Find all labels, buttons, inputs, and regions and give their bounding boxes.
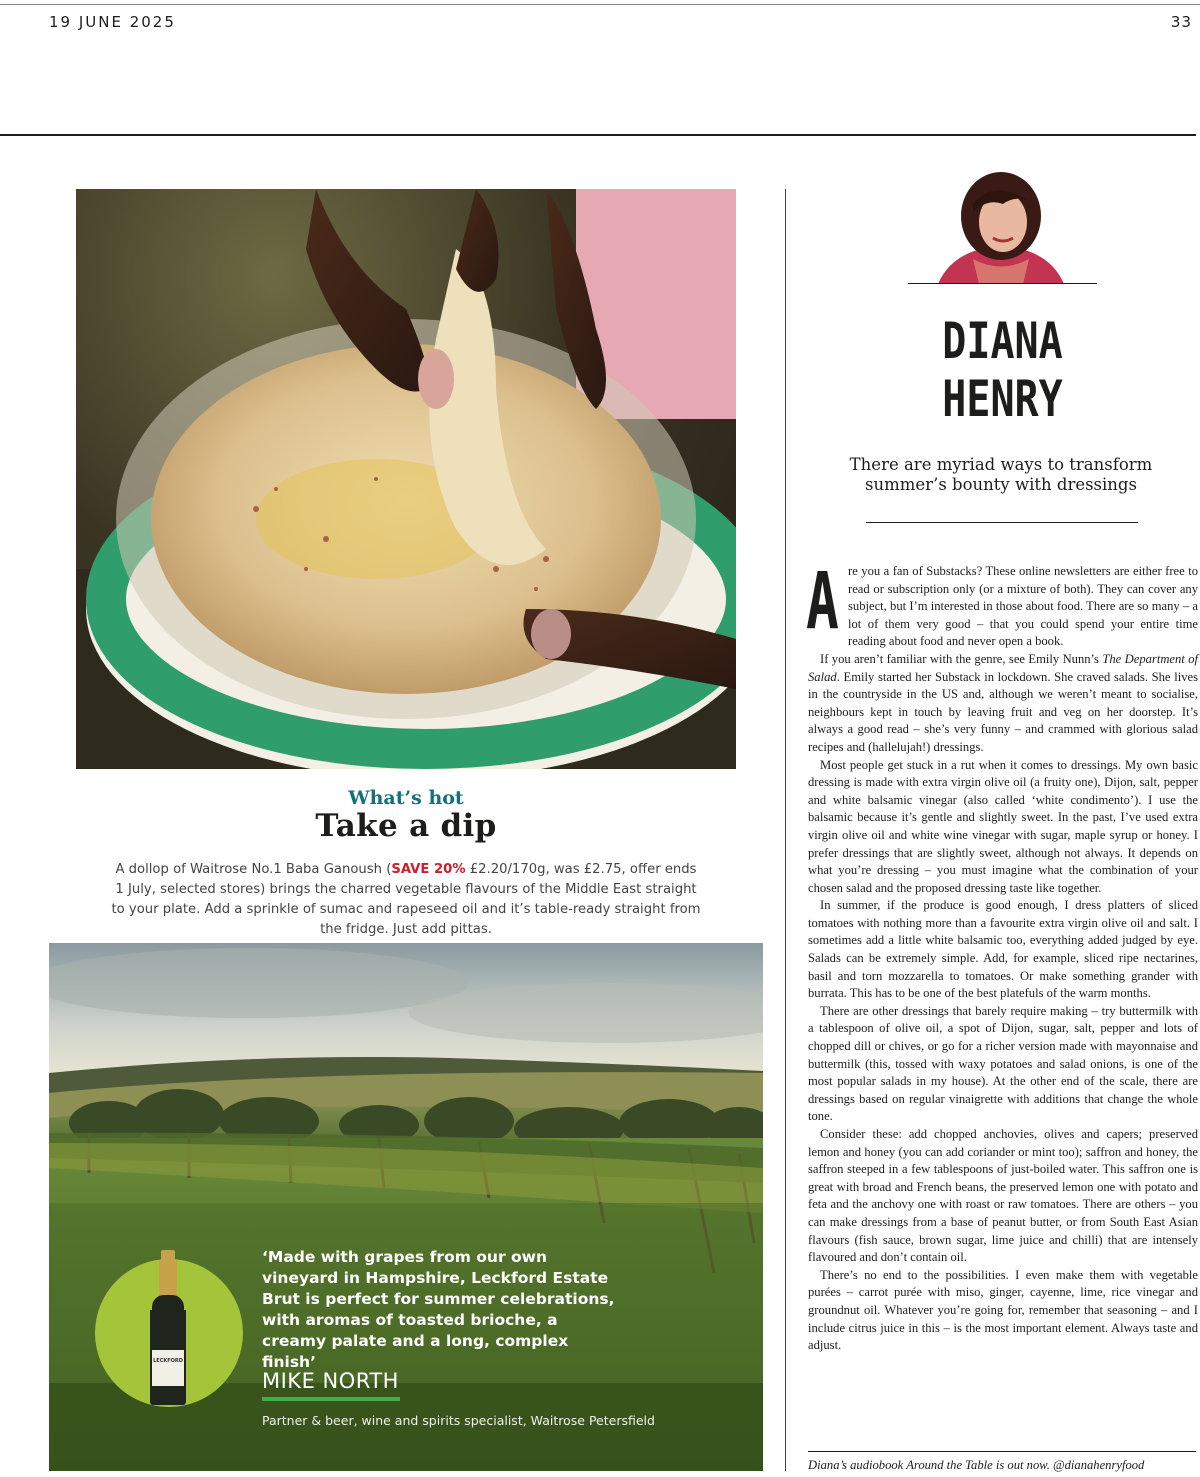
feature-headline: Take a dip — [315, 808, 497, 844]
paragraph-4: In summer, if the produce is good enough, I dress platters of sliced tomatoes with nothing more than a favourite extra virgin olive oil and salt. I sometimes add a little white balsamic too, everything added judged by eye. Salads can be extremely simple. Add, for example, sliced ripe nectarines, basil and torn mozzarella to tomatoes. Or make something grander with burrata. This has to be one of the best platefuls of the warm months. — [808, 898, 1198, 1001]
column-divider — [785, 189, 786, 1471]
standfirst: There are myriad ways to transform summer’s bounty with dressings — [849, 455, 1153, 494]
page-number: 33 — [1170, 13, 1192, 31]
paragraph-7: There’s no end to the possibilities. I even make them with vegetable purées – carrot purée with miso, ginger, cayenne, lime, rice vinegar and groundnut oil. Whatever you’re going for, remember that seasoning – and I include citrus juice in this – is the most important element. Always taste and adjust. — [808, 1267, 1198, 1353]
author-portrait — [923, 164, 1079, 284]
columnist-first-name: DIANA — [942, 312, 1063, 370]
columnist-last-name: HENRY — [942, 370, 1063, 428]
portrait-rule — [908, 283, 1097, 284]
blurb-text-end: £2.20/170g, was £2.75, offer ends 1 July, selected stores) brings the charred vegetable flavours of the Middle East straight to your plate. Add a sprinkle of sumac and rapeseed oil and it’s table-ready straight from the fridge. Just add pittas. — [111, 862, 701, 937]
issue-date: 19 JUNE 2025 — [49, 13, 176, 31]
save-offer: SAVE 20% — [391, 862, 466, 877]
newsletter-title: The Department of Salad — [808, 651, 1198, 684]
paragraph-1 — [806, 557, 1198, 651]
paragraph-3: Most people get stuck in a rut when it comes to dressings. My own basic dressing is made with extra virgin olive oil (a fruity one), Dijon, salt, pepper and white balsamic vinegar (also called ‘white condimento’). I use the balsamic because it’s gentle and slightly sweet. In the past, I’ve used extra virgin olive oil and white wine vinegar with sugar, maple syrup or honey. I prefer dressings that are slightly sweet, although not always. It depends on what you’re dressing – you must imagine what the combination of your chosen salad and the proposed dressing taste like together. — [808, 757, 1198, 895]
blurb-text-start: A dollop of Waitrose No.1 Baba Ganoush ( — [115, 862, 392, 877]
paragraph-6: Consider these: add chopped anchovies, olives and capers; preserved lemon and honey (you can add coriander or mint too); saffron and honey, the saffron steeped in a few tablespoons of just-boiled water. This saffron one is great with broad and French beans, the preserved lemon one with potato and feta and the anchovy one with roast or raw tomatoes. There are others – you can make dressings from a base of peanut butter, or from South East Asian flavours (fish sauce, brown sugar, lime juice and chilli) that are intensely flavoured and don’t contain oil. — [808, 1127, 1198, 1265]
top-border — [0, 4, 1200, 5]
wine-bottle — [148, 1250, 188, 1405]
footnote: Diana’s audiobook Around the Table is out now. @dianahenryfood — [808, 1458, 1145, 1472]
feature-blurb — [110, 860, 702, 940]
standfirst-rule — [866, 522, 1138, 523]
paragraph-2 — [808, 651, 1198, 757]
specialist-role: Partner & beer, wine and spirits specialist, Waitrose Petersfield — [262, 1413, 655, 1428]
name-underline — [262, 1397, 400, 1401]
section-kicker: What’s hot — [348, 787, 464, 809]
vineyard-photo — [49, 943, 763, 1471]
wine-quote: ‘Made with grapes from our own vineyard in Hampshire, Leckford Estate Brut is perfect for summer celebrations, with aromas of toasted brioche, a creamy palate and a long, complex finish’ — [262, 1248, 615, 1371]
paragraph-5: There are other dressings that barely require making – try buttermilk with a tablespoon of olive oil, a spot of Dijon, sugar, salt, pepper and lots of chopped dill or chives, or go for a richer version made with mayonnaise and buttermilk (this, tossed with waxy potatoes and salad onions, is one of the most popular salads in my house). At the other end of the scale, there are dressings based on regular vinaigrette with additions that change the whole tone. — [808, 1003, 1198, 1124]
specialist-name: MIKE NORTH — [262, 1369, 399, 1393]
bottle-label: LECKFORD — [153, 1358, 183, 1364]
baba-ganoush-photo — [76, 189, 736, 769]
columnist-name — [929, 312, 1077, 428]
paragraph-2-end: . Emily started her Substack in lockdown. She craved salads. She lives in the countryside in the US and, although we weren’t meant to socialise, neighbours kept in touch by leaving fruit and veg on her doorstep. It’s always a good read – she’s very funny – and crammed with glorious salad recipes and (hallelujah!) dressings. — [808, 669, 1198, 754]
drop-cap: A — [806, 557, 839, 647]
paragraph-2-start: If you aren’t familiar with the genre, see Emily Nunn’s — [820, 651, 1103, 666]
paragraph-1-text: re you a fan of Substacks? These online newsletters are either free to read or subscription only (or a mixture of both). They can cover any subject, but I’m interested in those about food. There are so many – a lot of them very good – that you could spend your entire time reading about food and never open a book. — [848, 564, 1198, 649]
header-rule — [0, 134, 1196, 136]
footnote-rule — [808, 1451, 1196, 1452]
article-body — [806, 557, 1198, 1355]
